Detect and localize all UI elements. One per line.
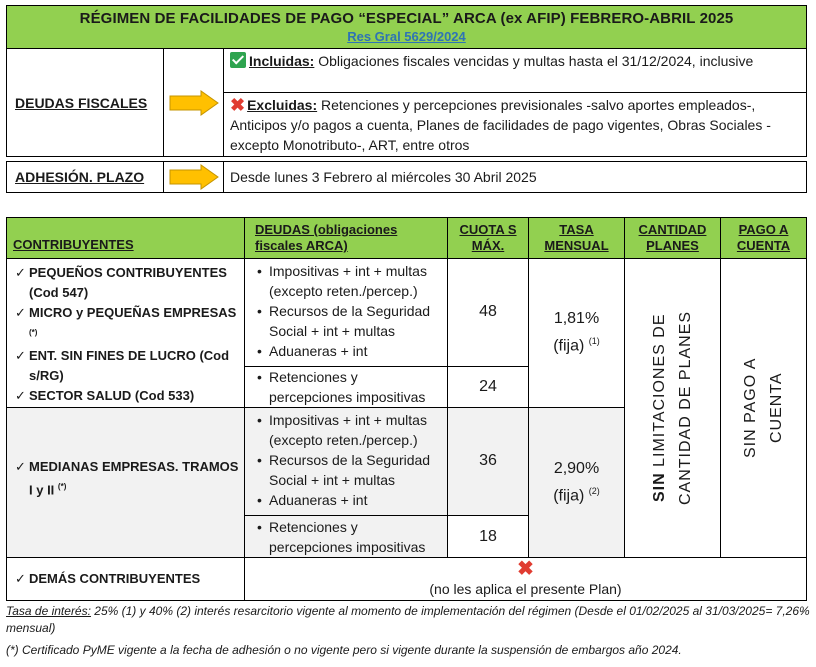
demas-note: (no les aplica el presente Plan) (429, 581, 622, 597)
header-contribuyentes: CONTRIBUYENTES (6, 217, 245, 259)
footer-tasa-label: Tasa de interés: (6, 604, 91, 618)
group1-tasa: 1,81% (fija) $^{(1)}$ (528, 258, 625, 408)
header-cuotas: CUOTA S MÁX. (447, 217, 529, 259)
deudas-fiscales-label-cell (6, 48, 164, 157)
list-item: ✓ PEQUEÑOS CONTRIBUYENTES (Cod 547) (15, 265, 227, 300)
pago-cuenta-text: SIN PAGO A CUENTA (741, 357, 785, 459)
incluidas-label: Incluidas: (249, 53, 315, 69)
group1-contribuyentes-cell (6, 258, 245, 408)
adhesion-text: Desde lunes 3 Febrero al miércoles 30 Abril 2025 (230, 169, 537, 185)
resolution-link[interactable]: Res Gral 5629/2024 (347, 29, 466, 44)
list-item: • Aduaneras + int (251, 490, 443, 510)
list-item: • Aduaneras + int (251, 341, 443, 361)
incluidas-cell (223, 48, 807, 93)
footer-tasa (6, 603, 811, 637)
group1-cuota-a: 48 (447, 258, 529, 367)
list-item: • Retenciones y percepciones impositivas (251, 367, 443, 407)
incluidas-text: Obligaciones fiscales vencidas y multas hasta el 31/12/2024, inclusive (314, 53, 754, 69)
group1-cuota-b: 24 (447, 366, 529, 408)
footer-tasa-text: 25% (1) y 40% (2) interés resarcitorio vigente al momento de implementación del régimen (Desde el 01/02/2025 al 31/03/2025= 7,26% mensual) (6, 604, 810, 635)
page-title: RÉGIMEN DE FACILIDADES DE PAGO “ESPECIAL” ARCA (ex AFIP) FEBRERO-ABRIL 2025 (79, 10, 734, 27)
group2-contribuyentes-cell (6, 407, 245, 558)
demas-contribuyentes-cell: ✓ DEMÁS CONTRIBUYENTES (6, 557, 245, 601)
list-item: • Impositivas + int + multas (excepto reten./percep.) (251, 261, 443, 301)
header-deudas: DEUDAS (obligaciones fiscales ARCA) (244, 217, 448, 259)
deudas-fiscales-label: DEUDAS FISCALES (15, 94, 148, 111)
excluidas-label: Excluidas: (247, 97, 318, 113)
group1-deudas-a-cell (244, 258, 448, 367)
deudas-fiscales-arrow-cell (163, 48, 224, 157)
header-pago: PAGO A CUENTA (720, 217, 807, 259)
cantidad-planes-cell (624, 258, 721, 558)
list-item: • Retenciones y percepciones impositivas (251, 517, 443, 557)
excluidas-cell (223, 92, 807, 157)
list-item: ✓ MICRO y PEQUEÑAS EMPRESAS (*) (15, 305, 237, 337)
check-icon (230, 52, 246, 68)
list-item: • Impositivas + int + multas (excepto reten./percep.) (251, 410, 443, 450)
regimen-header (6, 5, 807, 49)
pago-cuenta-cell (720, 258, 807, 558)
demas-note-cell (244, 557, 807, 601)
group1-deudas-b-cell (244, 366, 448, 408)
list-item: ✓ SECTOR SALUD (Cod 533) (15, 388, 195, 404)
arrow-right-icon (169, 164, 219, 190)
cantidad-planes-text: SIN LIMITACIONES DE CANTIDAD DE PLANES (650, 310, 694, 506)
adhesion-label-cell (6, 161, 164, 193)
footer-pyme-note: (*) Certificado PyME vigente a la fecha de adhesión o no vigente pero si vigente durante la suspensión de embargos año 2024. (6, 643, 682, 657)
group2-deudas-b-cell (244, 515, 448, 558)
list-item: • Recursos de la Seguridad Social + int + multas (251, 450, 443, 490)
list-item: ✓ MEDIANAS EMPRESAS. TRAMOS I y II (*) (15, 458, 239, 498)
header-tasa: TASA MENSUAL (528, 217, 625, 259)
adhesion-text-cell (223, 161, 807, 193)
adhesion-arrow-cell (163, 161, 224, 193)
cross-icon: ✖ (517, 558, 534, 580)
group2-cuota-a: 36 (447, 407, 529, 516)
header-cantidad: CANTIDAD PLANES (624, 217, 721, 259)
cross-icon: ✖ (230, 95, 246, 115)
arrow-right-icon (169, 90, 219, 116)
group2-tasa: 2,90% (fija) $^{(2)}$ (528, 407, 625, 558)
excluidas-text: Retenciones y percepciones previsionales -salvo aportes empleados-, Anticipos y/o pagos a cuenta, Planes de facilidades de pago vigentes, Obras Sociales -excepto Monotributo-, ART, entre otros (230, 97, 771, 153)
demas-label: DEMÁS CONTRIBUYENTES (29, 571, 201, 586)
adhesion-label: ADHESIÓN. PLAZO (15, 169, 145, 185)
group2-cuota-b: 18 (447, 515, 529, 558)
list-item: ✓ ENT. SIN FINES DE LUCRO (Cod s/RG) (15, 348, 230, 384)
group2-deudas-a-cell (244, 407, 448, 516)
list-item: • Recursos de la Seguridad Social + int + multas (251, 301, 443, 341)
